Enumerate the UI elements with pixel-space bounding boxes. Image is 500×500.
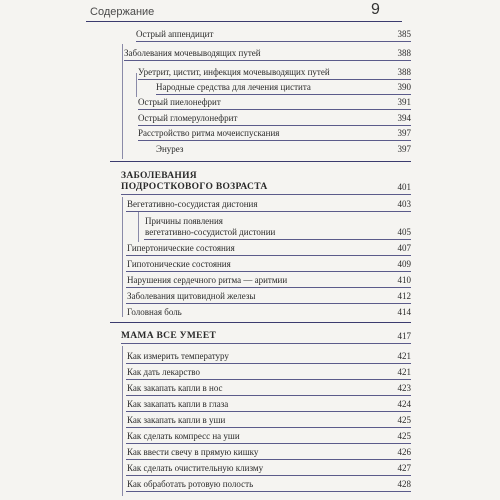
section-title[interactable]: ЗАБОЛЕВАНИЯ [121, 171, 197, 181]
toc-entry-title: Головная боль [127, 307, 182, 317]
entry-rule [126, 443, 411, 444]
toc-entry-page: 397 [397, 144, 411, 154]
toc-entry-title: Острый пиелонефрит [138, 97, 221, 107]
toc-entry-page: 414 [397, 307, 411, 317]
section-title[interactable]: ПОДРОСТКОВОГО ВОЗРАСТА [121, 182, 268, 192]
toc-entry-title: Заболевания мочевыводящих путей [124, 48, 261, 58]
entry-rule [126, 303, 411, 304]
toc-entry-title: Уретрит, цистит, инфекция мочевыводящих путей [138, 67, 330, 77]
toc-entry-page: 427 [397, 463, 411, 473]
toc-entry-title: Энурез [156, 144, 184, 154]
toc-entry-title: Как закапать капли в уши [127, 415, 226, 425]
group-indent-bar [122, 197, 123, 317]
entry-rule [124, 60, 411, 61]
entry-rule [126, 255, 411, 256]
toc-entry-page: 385 [397, 29, 411, 39]
toc-entry-page: 409 [397, 259, 411, 269]
entry-rule [138, 140, 411, 141]
entry-rule [138, 79, 411, 80]
toc-entry-title: Как сделать компресс на уши [127, 431, 240, 441]
toc-entry-title: Острый аппендицит [136, 29, 214, 39]
toc-entry-page: 423 [397, 383, 411, 393]
toc-entry-title: Как дать лекарство [127, 367, 200, 377]
entry-rule [156, 94, 411, 95]
toc-entry-page: 426 [397, 447, 411, 457]
toc-entry-page: 421 [397, 367, 411, 377]
toc-entry-page: 403 [397, 199, 411, 209]
subgroup-indent-bar [136, 73, 137, 97]
toc-entry-title: Как закапать капли в нос [127, 383, 223, 393]
toc-entry-title: Как обработать ротовую полость [127, 479, 254, 489]
toc-entry-title: Нарушения сердечного ритма — аритмии [127, 275, 288, 285]
toc-entry-title-cont: вегетативно-сосудистой дистонии [145, 227, 276, 237]
entry-rule [138, 109, 411, 110]
toc-entry-page: 397 [397, 128, 411, 138]
toc-entry-title: Как закапать капли в глаза [127, 399, 229, 409]
entry-rule [126, 395, 411, 396]
running-header-title: Содержание [90, 6, 155, 18]
toc-entry-page: 405 [397, 227, 411, 237]
toc-entry-page: 421 [397, 351, 411, 361]
toc-entry-title: Расстройство ритма мочеиспускания [138, 128, 280, 138]
toc-entry-page: 391 [397, 97, 411, 107]
page-number: 9 [371, 1, 380, 18]
section-divider [110, 322, 411, 323]
entry-rule [126, 491, 411, 492]
section-rule [121, 194, 411, 195]
toc-entry-page: 407 [397, 243, 411, 253]
toc-entry-page: 425 [397, 431, 411, 441]
entry-rule [126, 271, 411, 272]
toc-entry-title: Причины появления [145, 216, 223, 226]
section-page: 417 [397, 331, 411, 341]
toc-entry-page: 425 [397, 415, 411, 425]
toc-entry-title: Заболевания щитовидной железы [127, 291, 256, 301]
toc-entry-page: 394 [397, 113, 411, 123]
entry-rule [126, 379, 411, 380]
toc-entry-title: Гипотонические состояния [127, 259, 231, 269]
header-rule [86, 21, 402, 22]
toc-entry-title: Гипертонические состояния [127, 243, 235, 253]
entry-rule [126, 411, 411, 412]
toc-entry-page: 388 [397, 67, 411, 77]
entry-rule [138, 125, 411, 126]
section-title[interactable]: МАМА ВСЕ УМЕЕТ [121, 331, 217, 341]
toc-entry-page: 424 [397, 399, 411, 409]
entry-rule [126, 211, 411, 212]
section-divider [110, 161, 411, 162]
toc-entry[interactable] [121, 216, 411, 238]
toc-entry-title: Острый гломерулонефрит [138, 113, 238, 123]
entry-rule [126, 287, 411, 288]
toc-entry-title: Вегетативно-сосудистая дистония [127, 199, 258, 209]
entry-rule [144, 239, 411, 240]
toc-entry-page: 412 [397, 291, 411, 301]
section-rule [121, 343, 411, 344]
entry-rule [126, 427, 411, 428]
entry-rule [136, 41, 411, 42]
toc-entry-page: 410 [397, 275, 411, 285]
toc-entry-page: 390 [397, 82, 411, 92]
toc-entry-page: 428 [397, 479, 411, 489]
entry-rule [126, 363, 411, 364]
entry-rule [126, 459, 411, 460]
toc-entry-title: Как измерить температуру [127, 351, 229, 361]
section-page: 401 [397, 182, 411, 192]
toc-entry-title: Народные средства для лечения цистита [156, 82, 311, 92]
toc-entry-page: 388 [397, 48, 411, 58]
toc-entry-title: Как ввести свечу в прямую кишку [127, 447, 259, 457]
entry-rule [126, 475, 411, 476]
group-indent-bar [122, 44, 123, 159]
group-indent-bar [122, 346, 123, 496]
toc-entry-title: Как сделать очистительную клизму [127, 463, 264, 473]
